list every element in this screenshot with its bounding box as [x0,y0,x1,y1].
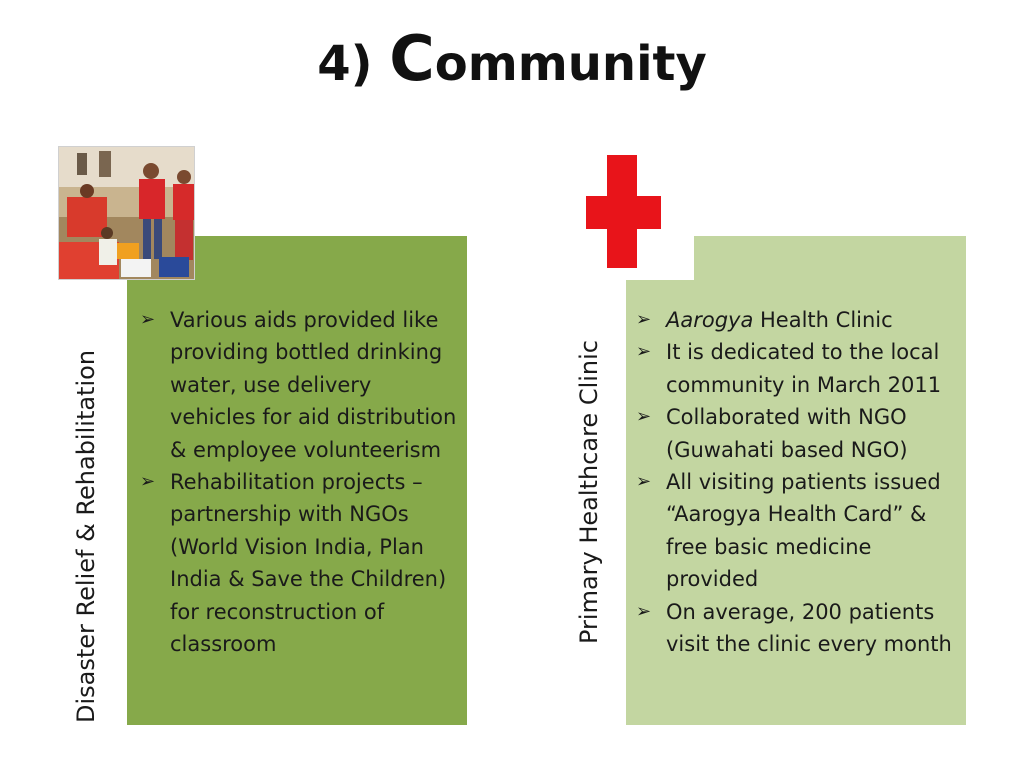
arrow-bullet-icon: ➢ [140,309,156,330]
list-item: ➢ All visiting patients issued “Aarogya Health Card” & free basic medicine provided [636,466,966,596]
arrow-bullet-icon: ➢ [636,600,652,622]
list-item: ➢ Rehabilitation projects – partnership with NGOs (World Vision India, Plan India & Save the Children) for reconstruction of classroom [140,466,460,660]
list-item: ➢ Various aids provided like providing bottled drinking water, use delivery vehicles for aid distribution & employee volunteerism [140,304,460,466]
red-cross-icon [586,196,661,229]
arrow-bullet-icon: ➢ [140,471,156,493]
disaster-relief-label: Disaster Relief & Rehabilitation [72,349,100,723]
healthcare-clinic-label: Primary Healthcare Clinic [575,340,603,644]
arrow-bullet-icon: ➢ [636,341,652,363]
arrow-bullet-icon: ➢ [636,309,652,330]
arrow-bullet-icon: ➢ [636,406,652,428]
arrow-bullet-icon: ➢ [636,471,652,493]
list-item: ➢ It is dedicated to the local community in March 2011 [636,336,966,401]
list-item: ➢ Collaborated with NGO (Guwahati based NGO) [636,401,966,466]
slide-title: 4) Community [317,22,707,95]
list-item: ➢ Aarogya Health Clinic [636,304,966,336]
healthcare-clinic-bullets [636,304,966,660]
disaster-relief-bullets [140,304,460,660]
relief-workers-photo [58,146,195,280]
list-item: ➢ On average, 200 patients visit the clinic every month [636,596,966,661]
